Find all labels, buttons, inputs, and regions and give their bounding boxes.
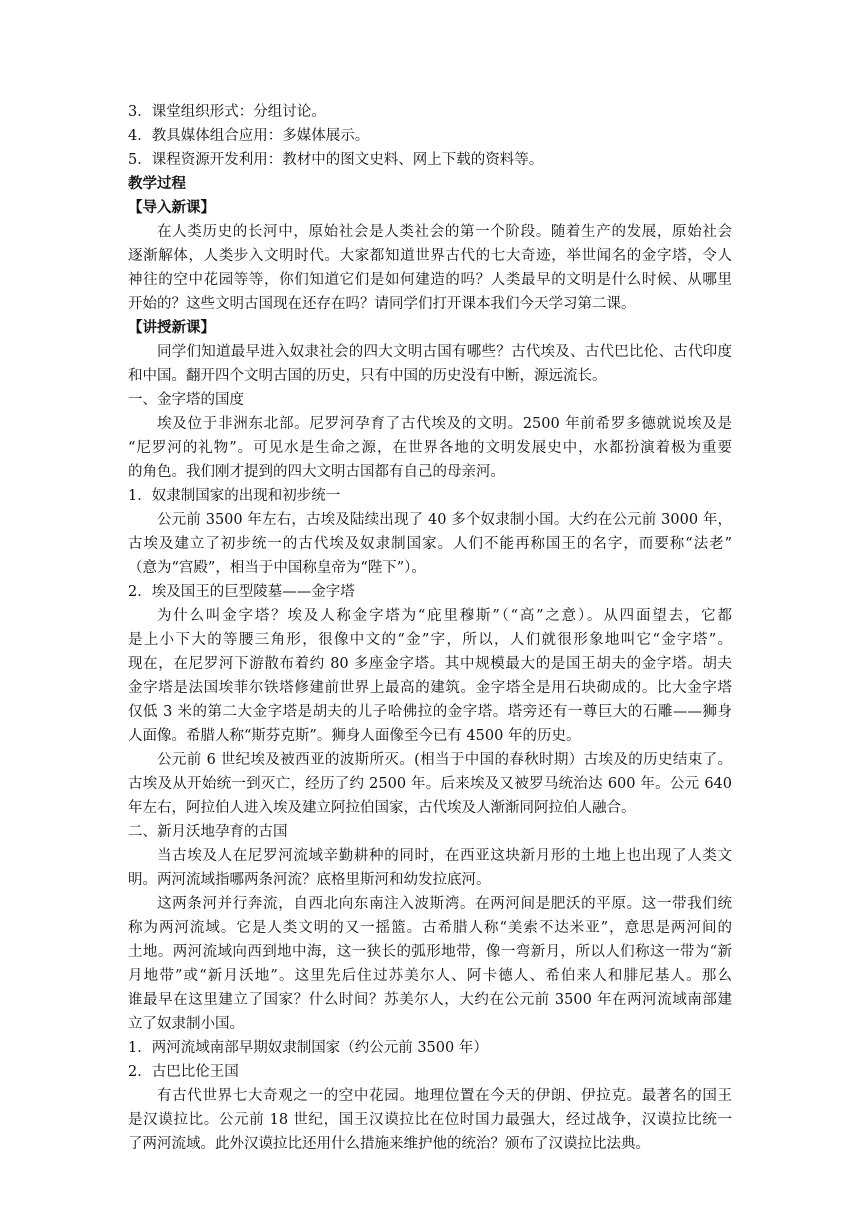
- paragraph-line: 逐渐解体，人类步入文明时代。大家都知道世界古代的七大奇迹，举世闻名的金字塔，令人: [128, 248, 732, 264]
- paragraph: [128, 748, 732, 820]
- paragraph-line: 古埃及从开始统一到灭亡，经历了约 2500 年。后来埃及又被罗马统治达 600 年。公元 640: [128, 776, 732, 792]
- text-line: 一、金字塔的国度: [128, 392, 244, 408]
- paragraph-line: 当古埃及人在尼罗河流域辛勤耕种的同时，在西亚这块新月形的土地上也出现了人类文: [157, 848, 732, 864]
- paragraph-line: 了两河流域。此外汉谟拉比还用什么措施来维护他的统治？颁布了汉谟拉比法典。: [128, 1136, 650, 1152]
- paragraph-line: 仅低 3 米的第二大金字塔是胡夫的儿子哈佛拉的金字塔。塔旁还有一尊巨大的石雕——狮身: [128, 704, 732, 720]
- paragraph: [128, 604, 732, 748]
- paragraph: [128, 412, 732, 484]
- paragraph: [128, 1084, 732, 1156]
- paragraph-line: 和中国。翻开四个文明古国的历史，只有中国的历史没有中断，源远流长。: [128, 368, 607, 384]
- text-line: 1．奴隶制国家的出现和初步统一: [128, 488, 341, 504]
- paragraph: [128, 340, 732, 388]
- paragraph-line: 是上小下大的等腰三角形，很像中文的“金”字，所以，人们就很形象地叫它“金字塔”。: [128, 632, 732, 648]
- paragraph-line: 这两条河并行奔流，自西北向东南注入波斯湾。在两河间是肥沃的平原。这一带我们统: [157, 896, 732, 912]
- text-line: 4．教具媒体组合应用：多媒体展示。: [128, 128, 370, 144]
- paragraph-line: 开始的？这些文明古国现在还存在吗？请同学们打开课本我们今天学习第二课。: [128, 296, 636, 312]
- section-heading: 【导入新课】: [128, 200, 215, 216]
- paragraph-line: 年左右，阿拉伯人进入埃及建立阿拉伯国家，古代埃及人渐渐同阿拉伯人融合。: [128, 800, 636, 816]
- text-line: 2．埃及国王的巨型陵墓——金字塔: [128, 584, 355, 600]
- paragraph-line: 为什么叫金字塔？埃及人称金字塔为“庇里穆斯”（“高”之意）。从四面望去，它都: [157, 608, 732, 624]
- paragraph-line: 立了奴隶制小国。: [128, 1016, 244, 1032]
- paragraph: [128, 220, 732, 316]
- text-line: 5．课程资源开发利用：教材中的图文史料、网上下载的资料等。: [128, 152, 544, 168]
- section-heading: 【讲授新课】: [128, 320, 215, 336]
- paragraph-line: （意为“宫殿”，相当于中国称皇帝为“陛下”）。: [128, 560, 426, 576]
- paragraph-line: 公元前 3500 年左右，古埃及陆续出现了 40 多个奴隶制小国。大约在公元前 3000 年，: [157, 512, 732, 528]
- paragraph-line: 同学们知道最早进入奴隶社会的四大文明古国有哪些？古代埃及、古代巴比伦、古代印度: [157, 344, 732, 360]
- paragraph-line: 称为两河流域。它是人类文明的又一摇篮。古希腊人称“美索不达米亚”，意思是两河间的: [128, 920, 732, 936]
- paragraph-line: “尼罗河的礼物”。可见水是生命之源，在世界各地的文明发展史中，水都扮演着极为重要: [128, 440, 732, 456]
- paragraph-line: 有古代世界七大奇观之一的空中花园。地理位置在今天的伊朗、伊拉克。最著名的国王: [157, 1088, 732, 1104]
- text-line: 2．古巴比伦王国: [128, 1064, 239, 1080]
- paragraph-line: 在人类历史的长河中，原始社会是人类社会的第一个阶段。随着生产的发展，原始社会: [157, 224, 732, 240]
- paragraph-line: 是汉谟拉比。公元前 18 世纪，国王汉谟拉比在位时国力最强大，经过战争，汉谟拉比统一: [128, 1112, 732, 1128]
- document-page: [128, 100, 732, 1156]
- paragraph: [128, 844, 732, 892]
- text-line: 1．两河流域南部早期奴隶制国家（约公元前 3500 年）: [128, 1040, 488, 1056]
- paragraph: [128, 508, 732, 580]
- paragraph-line: 人面像。希腊人称“斯芬克斯”。狮身人面像至今已有 4500 年的历史。: [128, 728, 581, 744]
- paragraph-line: 埃及位于非洲东北部。尼罗河孕育了古代埃及的文明。2500 年前希罗多德就说埃及是: [157, 416, 732, 432]
- section-heading: 教学过程: [128, 176, 186, 192]
- paragraph-line: 谁最早在这里建立了国家？什么时间？苏美尔人，大约在公元前 3500 年在两河流域南部建: [128, 992, 732, 1008]
- paragraph-line: 公元前 6 世纪埃及被西亚的波斯所灭。(相当于中国的春秋时期）古埃及的历史结束了。: [157, 752, 732, 768]
- text-line: 二、新月沃地孕育的古国: [128, 824, 288, 840]
- paragraph-line: 月地带”或“新月沃地”。这里先后住过苏美尔人、阿卡德人、希伯来人和腓尼基人。那么: [128, 968, 732, 984]
- paragraph-line: 现在，在尼罗河下游散布着约 80 多座金字塔。其中规模最大的是国王胡夫的金字塔。胡夫: [128, 656, 732, 672]
- paragraph-line: 古埃及建立了初步统一的古代埃及奴隶制国家。人们不能再称国王的名字，而要称“法老”: [128, 536, 732, 552]
- paragraph-line: 明。两河流域指哪两条河流？底格里斯河和幼发拉底河。: [128, 872, 491, 888]
- paragraph-line: 神往的空中花园等等，你们知道它们是如何建造的吗？人类最早的文明是什么时候、从哪里: [128, 272, 732, 288]
- text-line: 3．课堂组织形式：分组讨论。: [128, 104, 326, 120]
- paragraph: [128, 892, 732, 1036]
- paragraph-line: 的角色。我们刚才提到的四大文明古国都有自己的母亲河。: [128, 464, 505, 480]
- paragraph-line: 土地。两河流域向西到地中海，这一狭长的弧形地带，像一弯新月，所以人们称这一带为“新: [128, 944, 732, 960]
- paragraph-line: 金字塔是法国埃菲尔铁塔修建前世界上最高的建筑。金字塔全是用石块砌成的。比大金字塔: [128, 680, 732, 696]
